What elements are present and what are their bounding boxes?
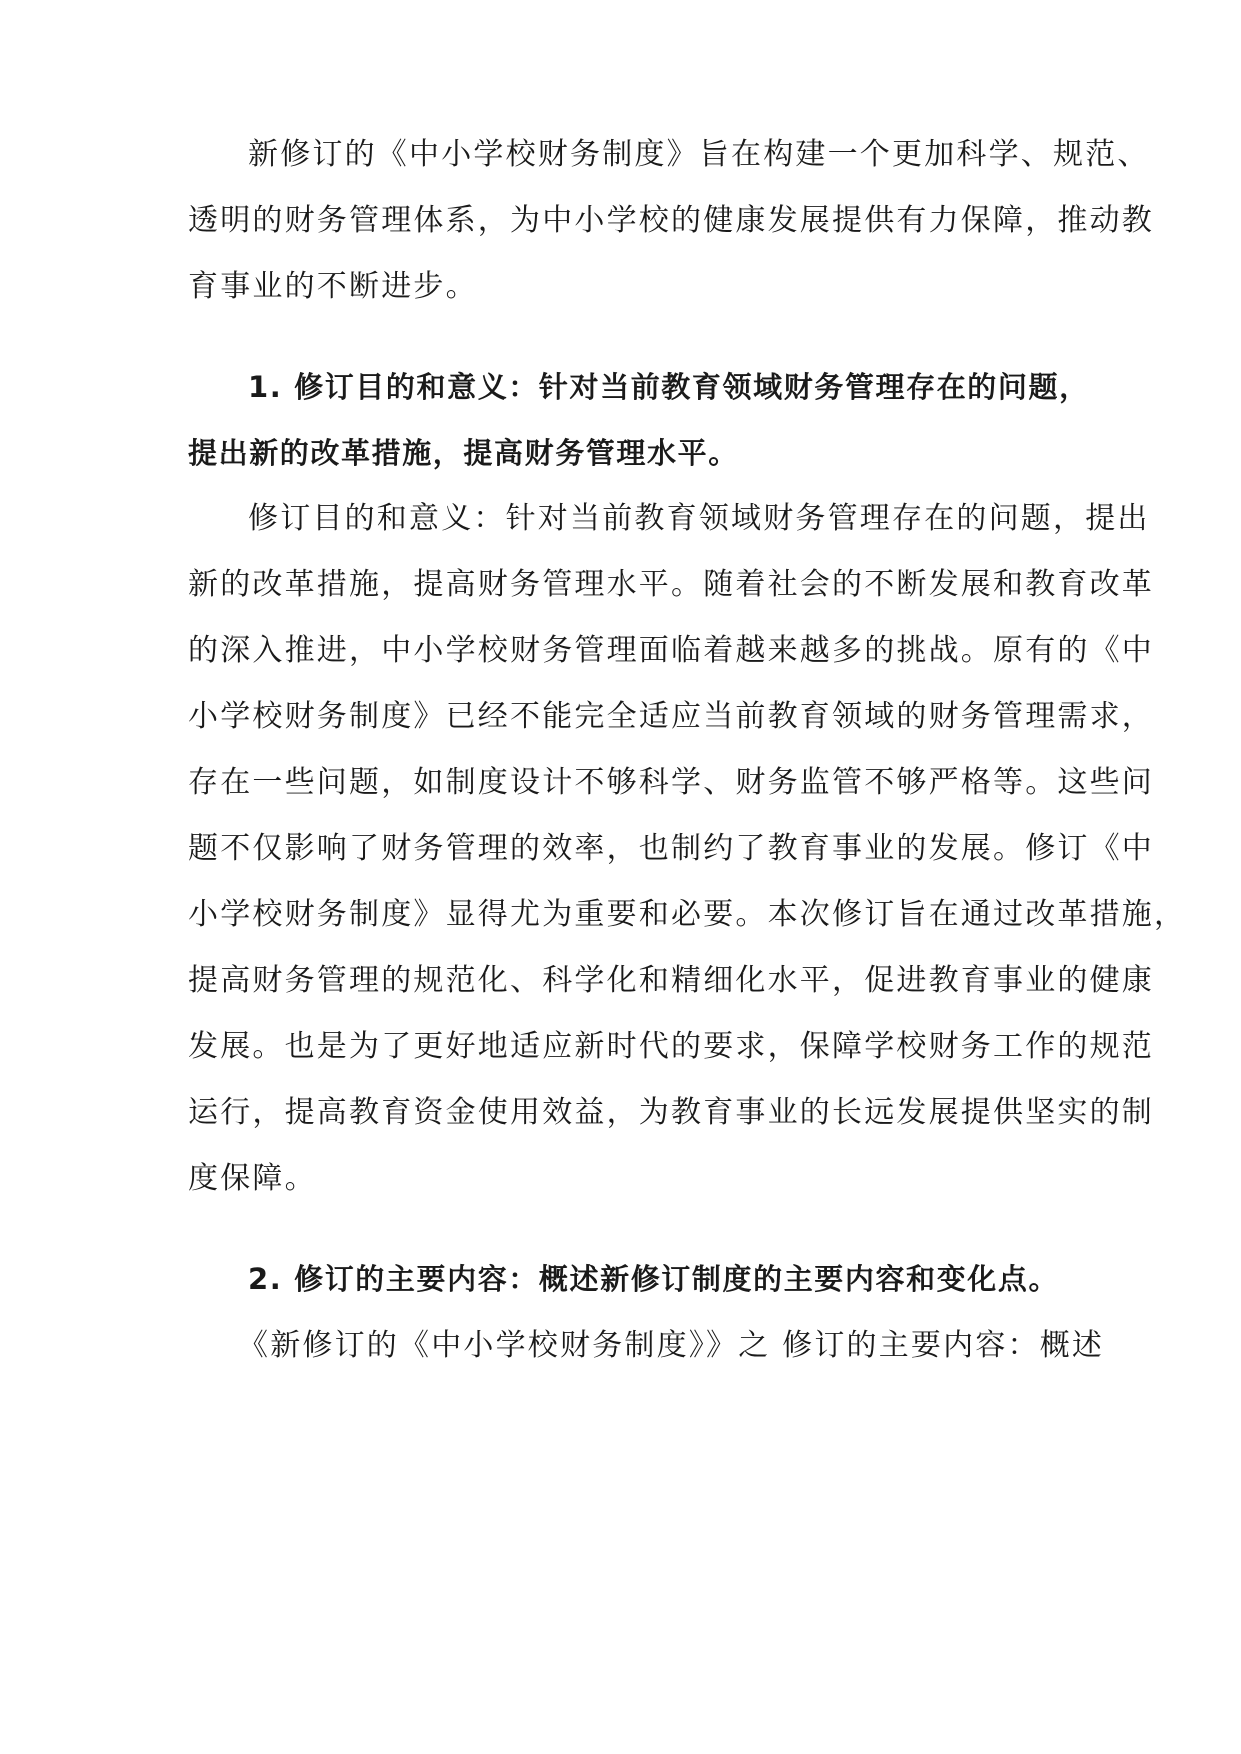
section1-heading-line-1: 1. 修订目的和意义：针对当前教育领域财务管理存在的问题， xyxy=(248,370,1090,404)
section1-body-line-7: 小学校财务制度》显得尤为重要和必要。本次修订旨在通过改革措施， xyxy=(188,897,1187,932)
section1-heading-line-2: 提出新的改革措施，提高财务管理水平。 xyxy=(188,436,739,470)
section1-body-line-8: 提高财务管理的规范化、科学化和精细化水平，促进教育事业的健康 xyxy=(188,963,1154,998)
section1-body-line-4: 小学校财务制度》已经不能完全适应当前教育领域的财务管理需求， xyxy=(188,699,1154,734)
section1-body-line-5: 存在一些问题，如制度设计不够科学、财务监管不够严格等。这些问 xyxy=(188,765,1154,800)
section2-body-line-1: 《新修订的《中小学校财务制度》》之 修订的主要内容：概述 xyxy=(238,1328,1105,1363)
section1-body-line-1: 修订目的和意义：针对当前教育领域财务管理存在的问题，提出 xyxy=(248,501,1150,536)
section1-body-line-10: 运行，提高教育资金使用效益，为教育事业的长远发展提供坚实的制 xyxy=(188,1095,1154,1130)
section2-heading-line-1: 2. 修订的主要内容：概述新修订制度的主要内容和变化点。 xyxy=(248,1262,1060,1296)
section1-body-line-3: 的深入推进，中小学校财务管理面临着越来越多的挑战。原有的《中 xyxy=(188,633,1154,668)
intro-line-1: 新修订的《中小学校财务制度》旨在构建一个更加科学、规范、 xyxy=(248,137,1150,172)
section1-body-line-2: 新的改革措施，提高财务管理水平。随着社会的不断发展和教育改革 xyxy=(188,567,1154,602)
intro-line-2: 透明的财务管理体系，为中小学校的健康发展提供有力保障，推动教 xyxy=(188,203,1154,238)
section1-body-line-6: 题不仅影响了财务管理的效率，也制约了教育事业的发展。修订《中 xyxy=(188,831,1154,866)
intro-line-3: 育事业的不断进步。 xyxy=(188,269,478,304)
section1-body-line-9: 发展。也是为了更好地适应新时代的要求，保障学校财务工作的规范 xyxy=(188,1029,1154,1064)
section1-body-line-11: 度保障。 xyxy=(188,1161,317,1196)
